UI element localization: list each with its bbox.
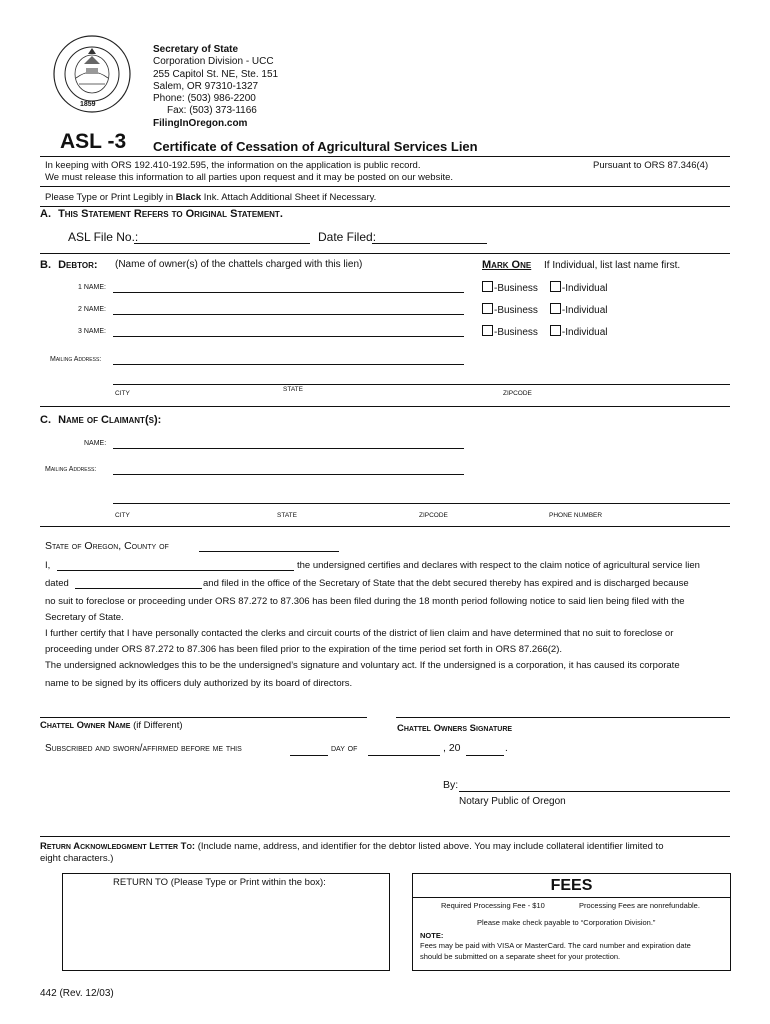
owner-name-label	[40, 720, 183, 731]
business-label: -Business	[494, 327, 538, 338]
fees-nonrefundable: Processing Fees are nonrefundable.	[579, 901, 700, 910]
title-divider	[40, 156, 730, 157]
section-b-heading	[40, 259, 98, 271]
section-c-title: Name of Claimant(s):	[58, 414, 162, 426]
debtor-name-1-label: 1 NAME:	[78, 284, 107, 291]
debtor-hint: (Name of owner(s) of the chattels charged with this lien)	[115, 259, 363, 270]
instructions-pre: Please Type or Print Legibly in	[45, 192, 176, 203]
section-b-letter: B.	[40, 259, 51, 271]
affidavit-line-4: Secretary of State.	[45, 612, 124, 623]
debtor-2-business-checkbox[interactable]	[482, 303, 493, 314]
claimant-state-label: STATE	[277, 512, 297, 519]
debtor-state-label: STATE	[283, 386, 303, 393]
section-a-title: This Statement Refers to Original Statement.	[58, 208, 283, 220]
mark-one-label: Mark One	[482, 259, 532, 271]
fees-box	[412, 873, 731, 971]
return-to-box[interactable]	[62, 873, 390, 971]
instructions-bold: Black	[175, 192, 202, 203]
street-address: 255 Capitol St. NE, Ste. 151	[153, 68, 279, 80]
county-field[interactable]	[199, 551, 339, 552]
asl-file-no-label: ASL File No.:	[68, 230, 139, 244]
debtor-2-individual-checkbox[interactable]	[550, 303, 561, 314]
debtor-mailing-field[interactable]	[113, 364, 464, 365]
debtor-name-3-field[interactable]	[113, 336, 464, 337]
certify-text: the undersigned certifies and declares with respect to the claim notice of agricultural service lien	[297, 560, 700, 571]
notice-divider	[40, 186, 730, 187]
form-revision: 442 (Rev. 12/03)	[40, 988, 114, 999]
claimant-mailing-label: Mailing Address:	[45, 466, 97, 473]
date-filed-label: Date Filed:	[318, 230, 377, 244]
section-b-title: Debtor:	[58, 259, 98, 271]
year-prefix: , 20	[443, 742, 461, 754]
county-label: State of Oregon, County of	[45, 540, 169, 552]
section-c-divider	[40, 526, 730, 527]
debtor-name-1-field[interactable]	[113, 292, 464, 293]
claimant-name-label: NAME:	[84, 440, 107, 447]
affidavit-line-5: I further certify that I have personally contacted the clerks and circuit courts of the district of lien claim and have determined that no suit to foreclose or	[45, 628, 674, 639]
fees-note-2: should be submitted on a separate sheet for your protection.	[420, 952, 621, 961]
instructions-post: Ink. Attach Additional Sheet if Necessary.	[201, 192, 377, 203]
claimant-city-line[interactable]	[113, 503, 730, 504]
subscribed-label: Subscribed and sworn/affirmed before me this	[45, 743, 242, 754]
public-notice-2: We must release this information to all parties upon request and it may be posted on our website.	[45, 172, 454, 183]
owner-name-title: Chattel Owner Name	[40, 720, 131, 731]
claimant-mailing-field[interactable]	[113, 474, 464, 475]
date-filed-field[interactable]	[372, 243, 487, 244]
affidavit-line-3: no suit to foreclose or proceeding under ORS 87.272 to 87.306 has been filed during the 18 month period following notice to said lien being filed with the	[45, 596, 685, 607]
debtor-1-type	[482, 281, 620, 294]
claimant-zip-label: ZIPCODE	[419, 512, 448, 519]
business-label: -Business	[494, 283, 538, 294]
owner-name-hint: (if Different)	[133, 720, 183, 731]
debtor-1-individual-checkbox[interactable]	[550, 281, 561, 292]
notary-label: Notary Public of Oregon	[459, 796, 566, 807]
section-c-letter: C.	[40, 414, 51, 426]
return-instructions	[40, 841, 663, 852]
debtor-name-3-label: 3 NAME:	[78, 328, 107, 335]
fees-title: FEES	[413, 877, 730, 898]
owner-name-field[interactable]	[40, 717, 367, 718]
debtor-zip-label: ZIPCODE	[503, 390, 532, 397]
year-suffix: .	[505, 743, 508, 754]
individual-label: -Individual	[561, 327, 608, 338]
fees-note-label: NOTE:	[420, 931, 444, 940]
debtor-city-label: CITY	[115, 390, 130, 397]
debtor-3-individual-checkbox[interactable]	[550, 325, 561, 336]
dated-label: dated	[45, 578, 69, 589]
city-address: Salem, OR 97310-1327	[153, 80, 259, 92]
mark-one-hint: If Individual, list last name first.	[544, 260, 681, 271]
office-name: Secretary of State	[153, 44, 239, 55]
seal-year: 1859	[80, 101, 96, 108]
sworn-day-field[interactable]	[290, 755, 328, 756]
day-of-label: day of	[331, 743, 358, 754]
debtor-city-line[interactable]	[113, 384, 730, 385]
return-text-2: eight characters.)	[40, 853, 114, 864]
notary-signature-field[interactable]	[459, 791, 730, 792]
affidavit-line-6: proceeding under ORS 87.272 to 87.306 has been filed prior to the expiration of the time period set forth in ORS 87.266(2).	[45, 644, 563, 655]
debtor-mailing-label: Mailing Address:	[50, 356, 102, 363]
section-b-divider	[40, 406, 730, 407]
by-label: By:	[443, 779, 459, 791]
return-heading: Return Acknowledgment Letter To:	[40, 841, 196, 852]
i-label: I,	[45, 560, 51, 571]
claimant-city-label: CITY	[115, 512, 130, 519]
debtor-name-2-field[interactable]	[113, 314, 464, 315]
claimant-phone-label: PHONE NUMBER	[549, 512, 603, 519]
owner-signature-label: Chattel Owners Signature	[397, 723, 513, 734]
pursuant-text: Pursuant to ORS 87.346(4)	[593, 160, 709, 171]
division-name: Corporation Division - UCC	[153, 56, 274, 68]
claimant-name-field[interactable]	[113, 448, 464, 449]
owner-signature-field[interactable]	[396, 717, 730, 718]
debtor-name-2-label: 2 NAME:	[78, 306, 107, 313]
individual-label: -Individual	[561, 305, 608, 316]
instructions-divider	[40, 206, 730, 207]
phone-number: Phone: (503) 986-2200	[153, 93, 256, 105]
return-text: (Include name, address, and identifier for the debtor listed above. You may include collateral identifier limited to	[197, 841, 664, 852]
dated-rest: and filed in the office of the Secretary of State that the debt secured thereby has expired and is discharged because	[203, 578, 689, 589]
sworn-month-field[interactable]	[368, 755, 440, 756]
section-c-heading	[40, 414, 161, 426]
section-a-letter: A.	[40, 208, 51, 220]
fax-number: Fax: (503) 373-1166	[167, 105, 257, 117]
section-a-heading	[40, 208, 283, 220]
asl-file-no-field[interactable]	[134, 243, 310, 244]
debtor-1-business-checkbox[interactable]	[482, 281, 493, 292]
declarant-name-field[interactable]	[57, 570, 294, 571]
debtor-3-business-checkbox[interactable]	[482, 325, 493, 336]
fees-note-1: Fees may be paid with VISA or MasterCard. The card number and expiration date	[420, 941, 691, 950]
affidavit-line-7: The undersigned acknowledges this to be the undersigned’s signature and voluntary act. If the undersigned is a corporation, it has caused its corporate	[45, 660, 680, 671]
debtor-3-type	[482, 325, 620, 338]
return-divider	[40, 836, 730, 837]
dated-field[interactable]	[75, 588, 202, 589]
form-title: Certificate of Cessation of Agricultural Services Lien	[153, 139, 478, 154]
fees-payable: Please make check payable to “Corporation Division.”	[477, 918, 656, 927]
return-to-label: RETURN TO (Please Type or Print within the box):	[113, 877, 326, 888]
agency-address	[153, 44, 278, 130]
public-notice-1: In keeping with ORS 192.410-192.595, the information on the application is public record.	[45, 160, 421, 171]
sworn-year-field[interactable]	[466, 755, 504, 756]
individual-label: -Individual	[561, 283, 608, 294]
affidavit-line-8: name to be signed by its officers duly authorized by its board of directors.	[45, 678, 353, 689]
website[interactable]: FilingInOregon.com	[153, 117, 248, 129]
section-a-divider	[40, 253, 730, 254]
debtor-2-type	[482, 303, 620, 316]
fees-required: Required Processing Fee - $10	[441, 901, 545, 910]
form-code: ASL -3	[60, 130, 127, 153]
instructions	[45, 192, 376, 203]
business-label: -Business	[494, 305, 538, 316]
